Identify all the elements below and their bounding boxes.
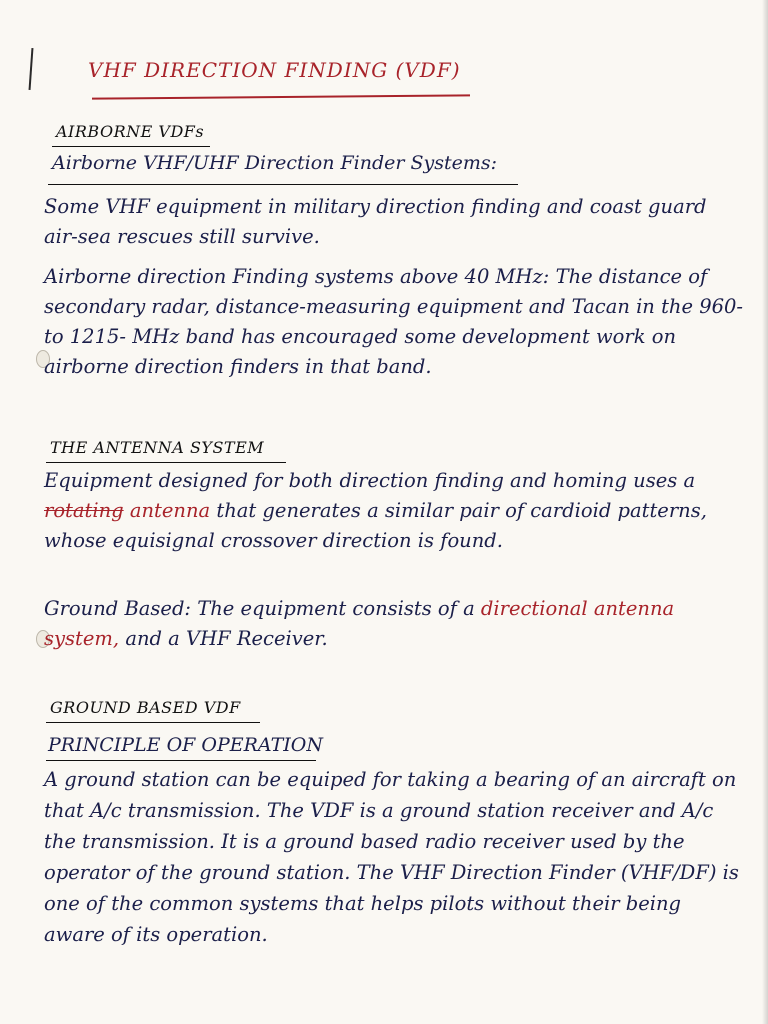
page-edge-shadow	[762, 0, 768, 1024]
ground-based-end: and a VHF Receiver.	[125, 627, 328, 650]
antenna-paragraph-1-end: that generates a similar pair of cardioid patterns, whose equisignal crossover direction is found.	[44, 499, 707, 552]
binder-mark	[29, 48, 34, 90]
airborne-paragraph-2: Airborne direction Finding systems above 40 MHz: The distance of secondary radar, distance-measuring equipment and Tacan in the 960- to 1215- MHz band has encouraged some development work on airborne direction finders in that band.	[44, 265, 744, 378]
ground-paragraph-1: A ground station can be equiped for taking a bearing of an aircraft on that A/c transmission. The VDF is a ground station receiver and A/c the transmission. It is a ground based radio receiver used by the operator of the ground station. The VHF Direction Finder (VHF/DF) is one of the common systems that helps pilots without their being aware of its operation.	[44, 768, 739, 946]
subheading-airborne-systems: Airborne VHF/UHF Direction Finder Systems:	[52, 152, 498, 174]
subheading-principle: PRINCIPLE OF OPERATION	[48, 734, 323, 756]
antenna-paragraph-2	[44, 594, 734, 654]
heading-underline	[52, 146, 210, 147]
heading-underline	[46, 462, 286, 463]
heading-underline	[46, 722, 260, 723]
highlight-word-antenna: antenna	[129, 499, 211, 522]
title-underline	[92, 94, 470, 99]
antenna-paragraph-1	[44, 466, 734, 556]
section-heading-ground: GROUND BASED VDF	[50, 698, 241, 717]
highlight-directional-antenna: directional antenna system,	[44, 597, 675, 650]
section-heading-antenna: THE ANTENNA SYSTEM	[50, 438, 265, 457]
subheading-underline	[48, 184, 518, 185]
airborne-paragraph-1: Some VHF equipment in military direction finding and coast guard air-sea rescues still survive.	[44, 195, 707, 248]
page-title: VHF DIRECTION FINDING (VDF)	[88, 58, 461, 82]
section-heading-airborne: AIRBORNE VDFs	[56, 122, 205, 141]
subheading-underline	[46, 760, 316, 761]
struck-word: rotating	[44, 499, 124, 522]
ground-based-lead: Ground Based: The equipment consists of a	[44, 597, 475, 620]
antenna-paragraph-1-start: Equipment designed for both direction finding and homing uses a	[44, 469, 696, 492]
